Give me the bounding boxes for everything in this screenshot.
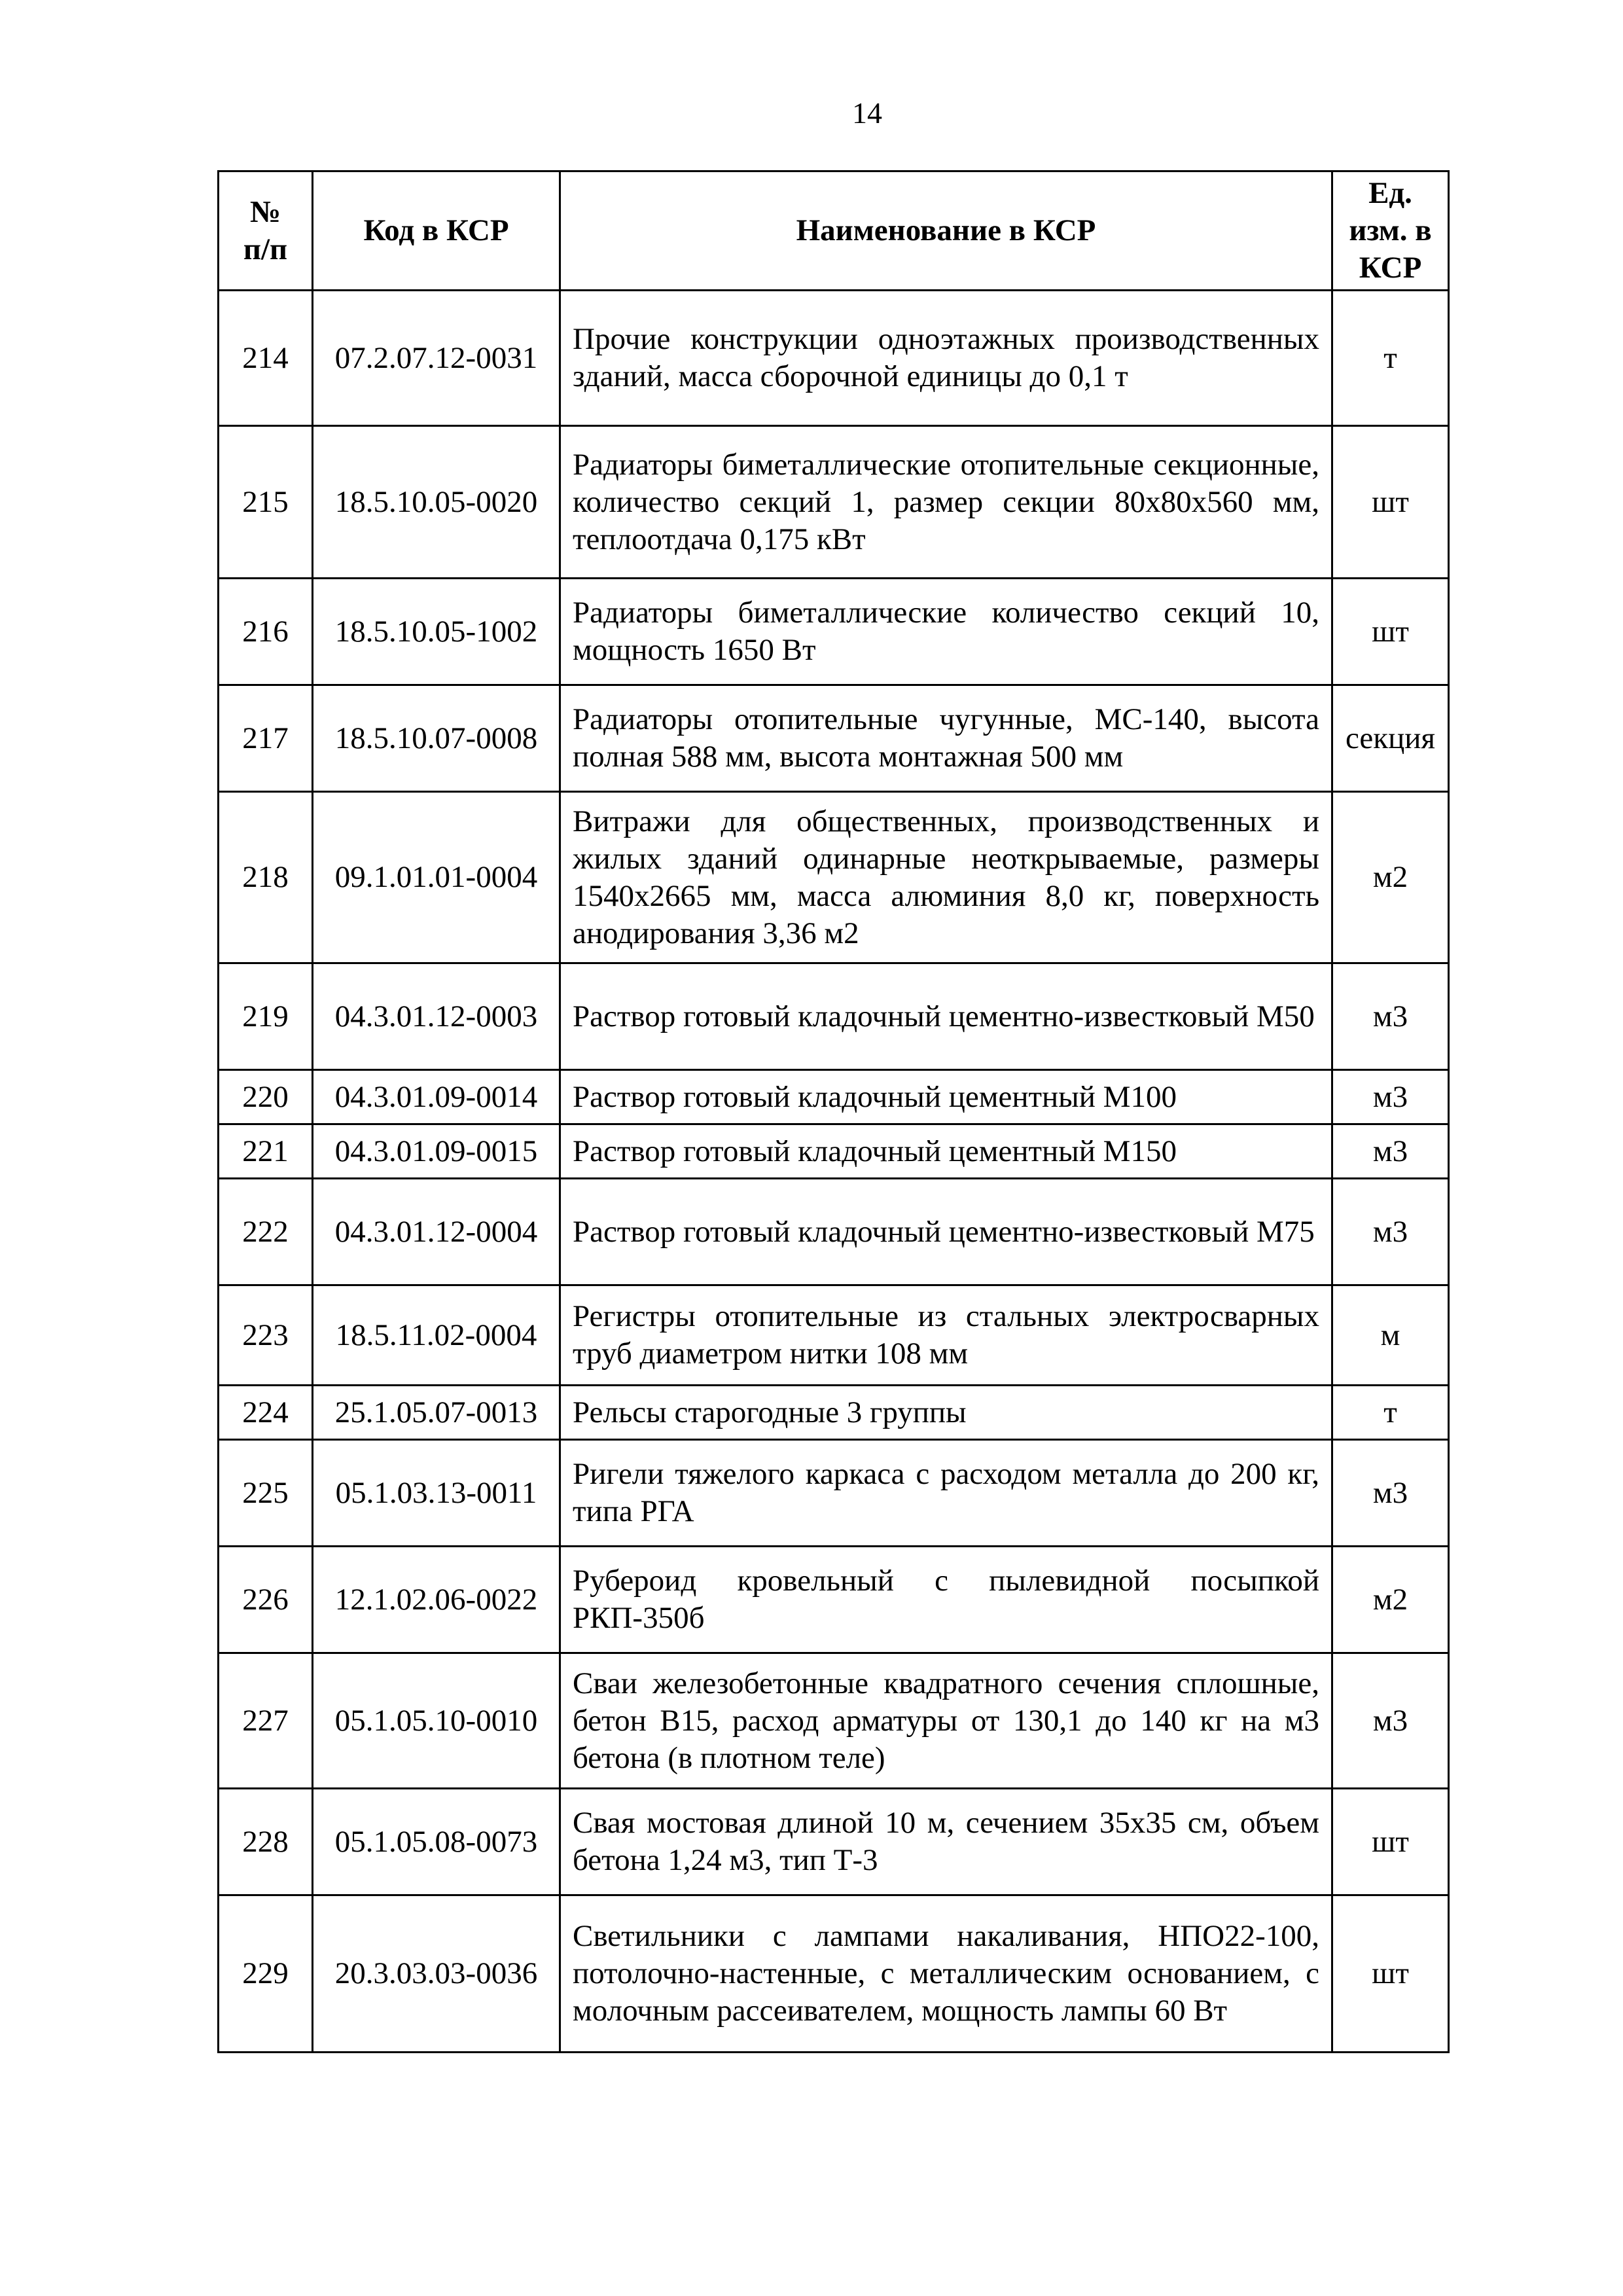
- row-code: 04.3.01.12-0003: [313, 963, 560, 1070]
- table-header-row: [219, 171, 1449, 291]
- row-num: 218: [219, 792, 313, 963]
- ksr-table: [217, 170, 1450, 2053]
- table-row: [219, 1179, 1449, 1285]
- table-row: [219, 1440, 1449, 1547]
- header-unit: [1332, 171, 1449, 291]
- row-num: 214: [219, 291, 313, 426]
- row-num: 222: [219, 1179, 313, 1285]
- row-code: 07.2.07.12-0031: [313, 291, 560, 426]
- header-unit-line-1: Ед.: [1368, 176, 1412, 210]
- row-unit: шт: [1332, 426, 1449, 579]
- row-code: 04.3.01.09-0014: [313, 1070, 560, 1124]
- table-row: [219, 1789, 1449, 1895]
- row-num: 219: [219, 963, 313, 1070]
- table-row: [219, 1386, 1449, 1440]
- table-row: [219, 792, 1449, 963]
- table-row: [219, 1070, 1449, 1124]
- row-name: Сваи железобетонные квадратного сечения сплошные, бетон В15, расход арматуры от 130,1 до 140 кг на м3 бетона (в плотном теле): [560, 1653, 1332, 1789]
- header-code: Код в КСР: [313, 171, 560, 291]
- table-row: [219, 579, 1449, 685]
- row-code: 18.5.11.02-0004: [313, 1285, 560, 1386]
- page-number: 14: [852, 96, 882, 130]
- row-code: 09.1.01.01-0004: [313, 792, 560, 963]
- header-name: Наименование в КСР: [560, 171, 1332, 291]
- table-row: [219, 291, 1449, 426]
- row-code: 12.1.02.06-0022: [313, 1547, 560, 1653]
- row-code: 20.3.03.03-0036: [313, 1895, 560, 2053]
- row-unit: м2: [1332, 792, 1449, 963]
- row-code: 05.1.05.10-0010: [313, 1653, 560, 1789]
- row-name: Радиаторы биметаллические количество секций 10, мощность 1650 Вт: [560, 579, 1332, 685]
- row-num: 225: [219, 1440, 313, 1547]
- row-unit: шт: [1332, 1789, 1449, 1895]
- header-unit-line-2: изм. в: [1349, 213, 1432, 247]
- row-name: Регистры отопительные из стальных электросварных труб диаметром нитки 108 мм: [560, 1285, 1332, 1386]
- row-num: 221: [219, 1124, 313, 1179]
- row-unit: шт: [1332, 579, 1449, 685]
- row-num: 223: [219, 1285, 313, 1386]
- row-code: 18.5.10.07-0008: [313, 685, 560, 792]
- row-num: 224: [219, 1386, 313, 1440]
- row-unit: т: [1332, 1386, 1449, 1440]
- row-name: Витражи для общественных, производственных и жилых зданий одинарные неоткрываемые, размеры 1540x2665 мм, масса алюминия 8,0 кг, поверхность анодирования 3,36 м2: [560, 792, 1332, 963]
- row-unit: м3: [1332, 1653, 1449, 1789]
- row-name: Радиаторы отопительные чугунные, МС-140, высота полная 588 мм, высота монтажная 500 мм: [560, 685, 1332, 792]
- row-unit: м3: [1332, 963, 1449, 1070]
- table-row: [219, 1895, 1449, 2053]
- table-row: [219, 1124, 1449, 1179]
- header-unit-line-3: КСР: [1359, 251, 1422, 285]
- row-code: 18.5.10.05-1002: [313, 579, 560, 685]
- table-row: [219, 963, 1449, 1070]
- table-row: [219, 1547, 1449, 1653]
- row-unit: м3: [1332, 1124, 1449, 1179]
- row-unit: м3: [1332, 1179, 1449, 1285]
- header-num-line-1: №: [249, 194, 281, 229]
- row-name: Прочие конструкции одноэтажных производственных зданий, масса сборочной единицы до 0,1 т: [560, 291, 1332, 426]
- row-name: Светильники с лампами накаливания, НПО22-100, потолочно-настенные, с металлическим основанием, с молочным рассеивателем, мощность лампы 60 Вт: [560, 1895, 1332, 2053]
- row-name: Рубероид кровельный с пылевидной посыпкой РКП-350б: [560, 1547, 1332, 1653]
- row-unit: м2: [1332, 1547, 1449, 1653]
- row-num: 227: [219, 1653, 313, 1789]
- row-num: 215: [219, 426, 313, 579]
- row-unit: м3: [1332, 1070, 1449, 1124]
- row-code: 18.5.10.05-0020: [313, 426, 560, 579]
- row-num: 217: [219, 685, 313, 792]
- header-num-line-2: п/п: [243, 232, 288, 266]
- row-num: 220: [219, 1070, 313, 1124]
- row-code: 04.3.01.12-0004: [313, 1179, 560, 1285]
- row-code: 25.1.05.07-0013: [313, 1386, 560, 1440]
- row-name: Раствор готовый кладочный цементный М150: [560, 1124, 1332, 1179]
- row-code: 05.1.03.13-0011: [313, 1440, 560, 1547]
- row-name: Свая мостовая длиной 10 м, сечением 35x35 см, объем бетона 1,24 м3, тип Т-3: [560, 1789, 1332, 1895]
- row-name: Раствор готовый кладочный цементный М100: [560, 1070, 1332, 1124]
- row-name: Раствор готовый кладочный цементно-известковый М50: [560, 963, 1332, 1070]
- row-code: 04.3.01.09-0015: [313, 1124, 560, 1179]
- row-num: 216: [219, 579, 313, 685]
- row-name: Раствор готовый кладочный цементно-известковый М75: [560, 1179, 1332, 1285]
- row-name: Радиаторы биметаллические отопительные секционные, количество секций 1, размер секции 80x80x560 мм, теплоотдача 0,175 кВт: [560, 426, 1332, 579]
- table-row: [219, 685, 1449, 792]
- row-unit: т: [1332, 291, 1449, 426]
- row-unit: м: [1332, 1285, 1449, 1386]
- row-num: 226: [219, 1547, 313, 1653]
- row-unit: шт: [1332, 1895, 1449, 2053]
- row-num: 228: [219, 1789, 313, 1895]
- table-row: [219, 1285, 1449, 1386]
- row-name: Рельсы старогодные 3 группы: [560, 1386, 1332, 1440]
- table-row: [219, 426, 1449, 579]
- header-num: [219, 171, 313, 291]
- row-name: Ригели тяжелого каркаса с расходом металла до 200 кг, типа РГА: [560, 1440, 1332, 1547]
- row-unit: секция: [1332, 685, 1449, 792]
- row-num: 229: [219, 1895, 313, 2053]
- row-code: 05.1.05.08-0073: [313, 1789, 560, 1895]
- table-row: [219, 1653, 1449, 1789]
- row-unit: м3: [1332, 1440, 1449, 1547]
